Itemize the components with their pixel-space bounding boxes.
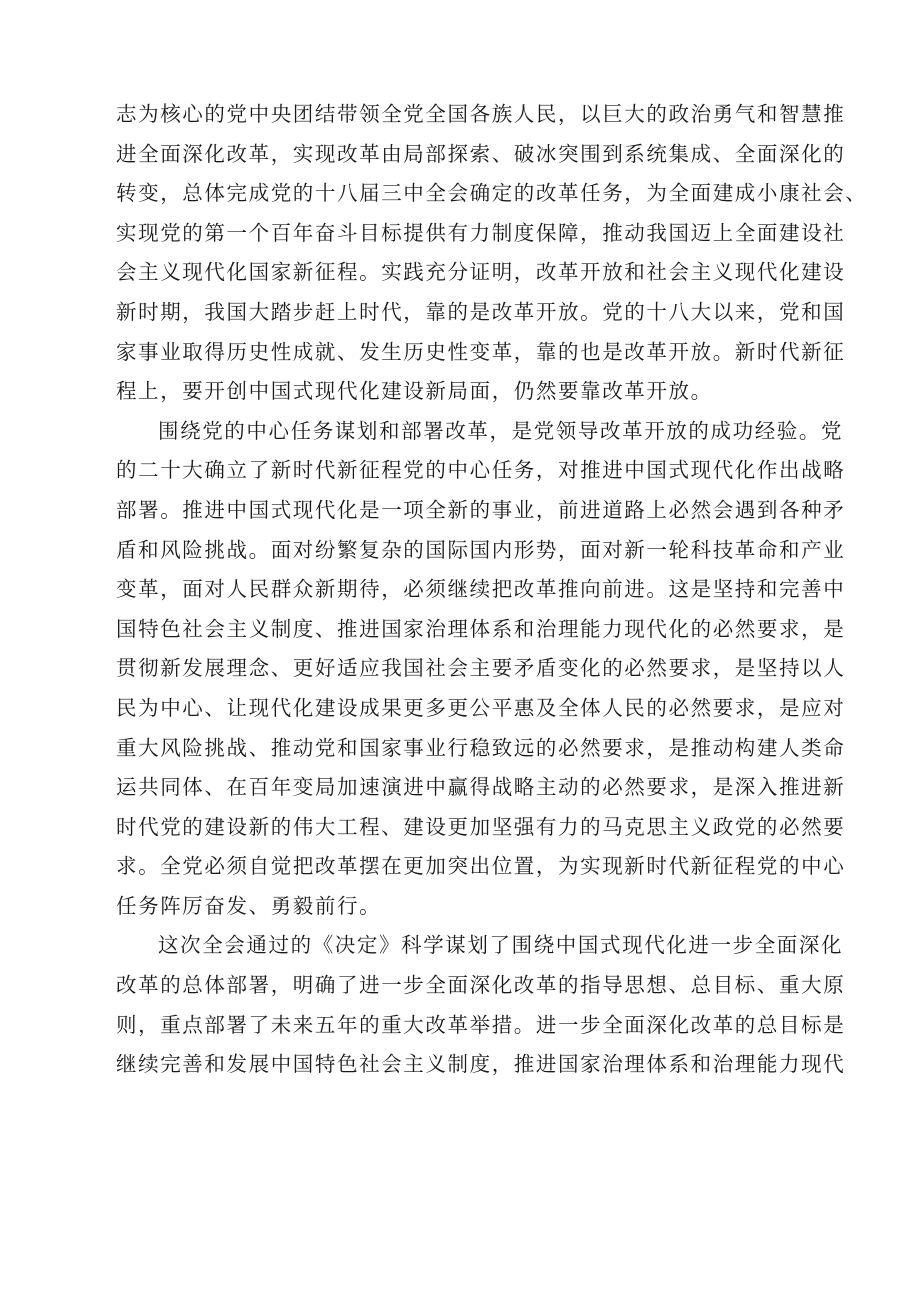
text-line: 围绕党的中心任务谋划和部署改革，是党领导改革开放的成功经验。党 (158, 418, 844, 443)
paragraph (116, 95, 868, 412)
text-line: 程上，要开创中国式现代化建设新局面，仍然要靠改革开放。 (116, 379, 713, 404)
text-line: 国特色社会主义制度、推进国家治理体系和治理能力现代化的必然要求，是 (116, 616, 846, 641)
text-line: 的二十大确立了新时代新征程党的中心任务，对推进中国式现代化作出战略 (116, 458, 846, 483)
text-line: 家事业取得历史性成就、发生历史性变革，靠的也是改革开放。新时代新征 (116, 339, 846, 364)
text-line: 民为中心、让现代化建设成果更多更公平惠及全体人民的必然要求，是应对 (116, 695, 846, 720)
text-line: 变革，面对人民群众新期待，必须继续把改革推向前进。这是坚持和完善中 (116, 577, 846, 602)
text-line: 部署。推进中国式现代化是一项全新的事业，前进道路上必然会遇到各种矛 (116, 497, 846, 522)
text-line: 实现党的第一个百年奋斗目标提供有力制度保障，推动我国迈上全面建设社 (116, 220, 846, 245)
text-line: 盾和风险挑战。面对纷繁复杂的国际国内形势，面对新一轮科技革命和产业 (116, 537, 846, 562)
text-line: 时代党的建设新的伟大工程、建设更加坚强有力的马克思主义政党的必然要 (116, 814, 846, 839)
text-line: 贯彻新发展理念、更好适应我国社会主要矛盾变化的必然要求，是坚持以人 (116, 656, 846, 681)
body-text (116, 95, 868, 1085)
paragraph (116, 412, 846, 927)
text-line: 任务阵厉奋发、勇毅前行。 (116, 893, 382, 918)
text-line: 改革的总体部署，明确了进一步全面深化改革的指导思想、总目标、重大原 (116, 973, 846, 998)
text-line: 进全面深化改革，实现改革由局部探索、破冰突围到系统集成、全面深化的 (116, 141, 846, 166)
text-line: 则，重点部署了未来五年的重大改革举措。进一步全面深化改革的总目标是 (116, 1012, 846, 1037)
text-line: 会主义现代化国家新征程。实践充分证明，改革开放和社会主义现代化建设 (116, 260, 846, 285)
text-line: 新时期，我国大踏步赶上时代，靠的是改革开放。党的十八大以来，党和国 (116, 299, 846, 324)
text-line: 转变，总体完成党的十八届三中全会确定的改革任务，为全面建成小康社会、 (116, 181, 868, 206)
text-line: 这次全会通过的《决定》科学谋划了围绕中国式现代化进一步全面深化 (158, 933, 844, 958)
text-line: 求。全党必须自觉把改革摆在更加突出位置，为实现新时代新征程党的中心 (116, 854, 846, 879)
text-line: 继续完善和发展中国特色社会主义制度，推进国家治理体系和治理能力现代 (116, 1052, 846, 1077)
paragraph (116, 926, 846, 1084)
text-line: 志为核心的党中央团结带领全党全国各族人民，以巨大的政治勇气和智慧推 (116, 102, 846, 126)
text-line: 运共同体、在百年变局加速演进中赢得战略主动的必然要求，是深入推进新 (116, 775, 846, 800)
text-line: 重大风险挑战、推动党和国家事业行稳致远的必然要求，是推动构建人类命 (116, 735, 846, 760)
